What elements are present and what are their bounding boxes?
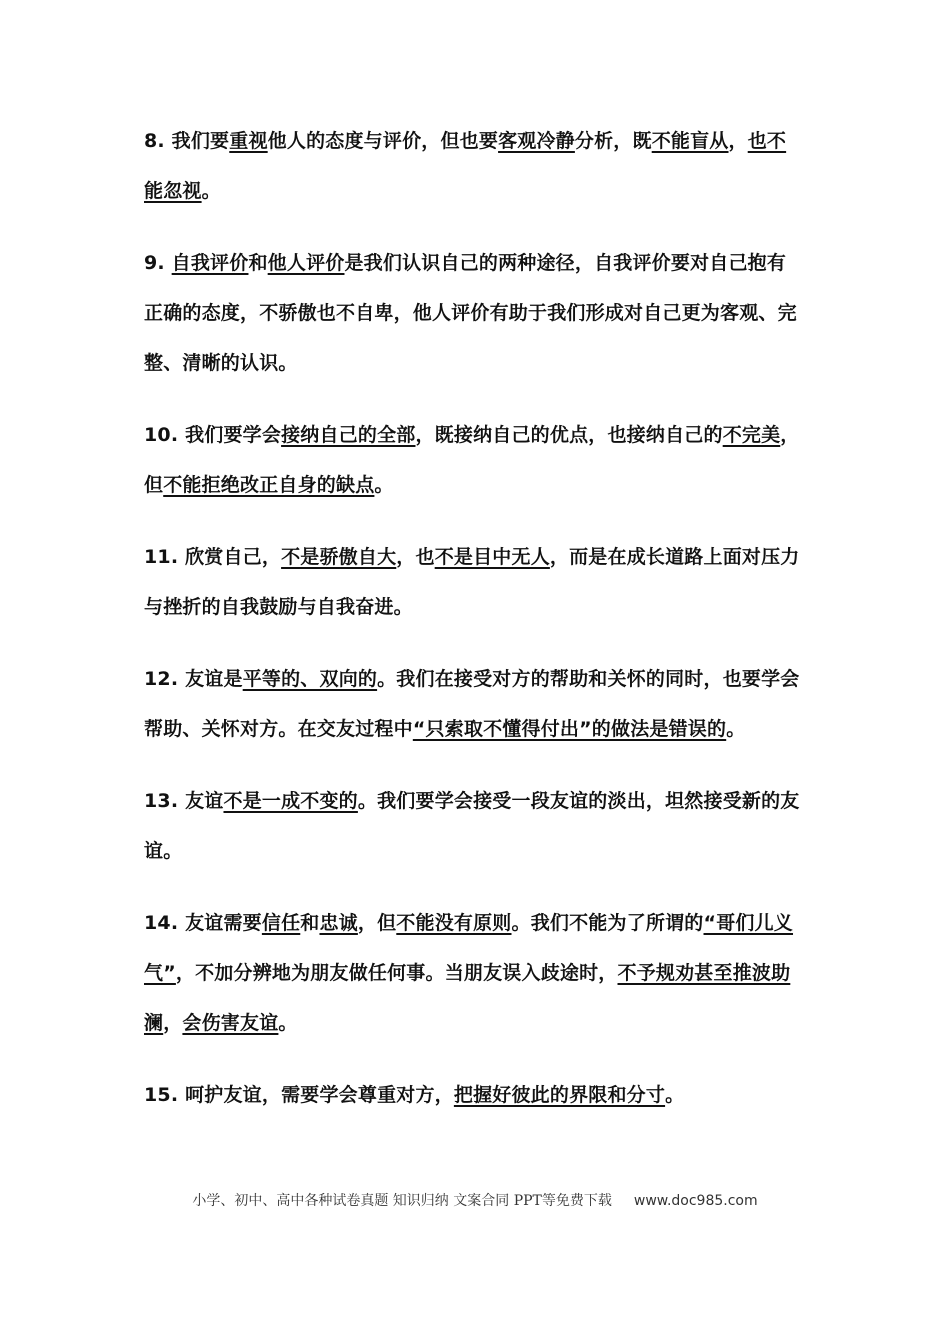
paragraph-text: 他人的态度与评价，但也要 [267, 130, 499, 152]
paragraph-text: 。我们在接受对方的帮助和关怀的同时，也要学会帮助、关怀对方。在交友过程中 [144, 668, 800, 740]
numbered-paragraph [144, 654, 804, 754]
underlined-key-phrase: 不是骄傲自大 [281, 546, 397, 568]
underlined-key-phrase: 不能盲从 [651, 130, 729, 152]
underlined-key-phrase: 接纳自己的全部 [281, 424, 416, 446]
underlined-key-phrase: 重视 [229, 130, 268, 152]
underlined-key-phrase: 把握好彼此的界限和分寸 [453, 1084, 666, 1106]
paragraph-text: 14. 友谊需要 [144, 912, 262, 934]
underlined-key-phrase: “只索取不懂得付出”的做法是错误的 [412, 718, 727, 740]
paragraph-text: 。 [726, 718, 746, 740]
paragraph-text: 。我们不能为了所谓的 [511, 912, 704, 934]
paragraph-text: 和 [300, 912, 320, 934]
underlined-key-phrase: 不能拒绝改正自身的缺点 [163, 474, 375, 496]
underlined-key-phrase: 不完美 [722, 424, 781, 446]
underlined-key-phrase: 平等的、双向的 [242, 668, 378, 690]
numbered-paragraph [144, 238, 804, 388]
paragraph-text: ，而是在成长道路上面对压力与挫折的自我鼓励与自我奋进。 [144, 546, 800, 618]
page-footer [0, 1190, 950, 1210]
underlined-key-phrase: 也不能忽视 [144, 130, 787, 202]
numbered-paragraph [144, 898, 804, 1048]
numbered-paragraph [144, 532, 804, 632]
paragraph-text: 分析，既 [574, 130, 652, 152]
numbered-paragraph [144, 410, 804, 510]
paragraph-text: ， [728, 130, 748, 152]
paragraph-text: 。 [374, 474, 394, 496]
paragraph-text: 12. 友谊是 [144, 668, 243, 690]
paragraph-text: 。 [665, 1084, 685, 1106]
footer-site-link[interactable]: www.doc985.com [633, 1193, 758, 1209]
underlined-key-phrase: 他人评价 [267, 252, 345, 274]
underlined-key-phrase: 不是目中无人 [434, 546, 550, 568]
numbered-paragraph [144, 776, 804, 876]
numbered-paragraph [144, 116, 804, 216]
paragraph-text: 。我们要学会接受一段友谊的淡出，坦然接受新的友谊。 [144, 790, 800, 862]
paragraph-text: 15. 呵护友谊，需要学会尊重对方， [144, 1084, 454, 1106]
paragraph-text: 。 [278, 1012, 298, 1034]
paragraph-text: 11. 欣赏自己， [144, 546, 282, 568]
paragraph-text: ，但 [144, 424, 800, 496]
paragraph-text: ，但 [357, 912, 397, 934]
paragraph-text: ，不加分辨地为朋友做任何事。当朋友误入歧途时， [175, 962, 618, 984]
paragraph-text: 10. 我们要学会 [144, 424, 282, 446]
paragraph-text: 13. 友谊 [144, 790, 224, 812]
underlined-key-phrase: 不能没有原则 [396, 912, 512, 934]
underlined-key-phrase: 客观冷静 [498, 130, 575, 152]
paragraph-text: ，既接纳自己的优点，也接纳自己的 [415, 424, 723, 446]
paragraph-text: ， [163, 1012, 183, 1034]
underlined-key-phrase: 不予规劝甚至推波助澜 [144, 962, 791, 1034]
underlined-key-phrase: 自我评价 [171, 252, 249, 274]
paragraph-text: 和 [248, 252, 268, 274]
document-body [144, 116, 804, 1142]
paragraph-text: 是我们认识自己的两种途径，自我评价要对自己抱有正确的态度，不骄傲也不自卑，他人评价有助于我们形成对自己更为客观、完整、清晰的认识。 [144, 252, 797, 374]
underlined-key-phrase: 会伤害友谊 [182, 1012, 279, 1034]
underlined-key-phrase: 忠诚 [319, 912, 358, 934]
paragraph-text: ，也 [396, 546, 435, 568]
underlined-key-phrase: 不是一成不变的 [223, 790, 358, 812]
numbered-paragraph [144, 1070, 804, 1120]
underlined-key-phrase: 信任 [261, 912, 301, 934]
underlined-key-phrase: “哥们儿义气” [144, 912, 794, 984]
paragraph-text: 9. [144, 252, 172, 274]
paragraph-text: 。 [201, 180, 221, 202]
paragraph-text: 8. 我们要 [144, 130, 230, 152]
footer-text: 小学、初中、高中各种试卷真题 知识归纳 文案合同 PPT等免费下载 [192, 1193, 612, 1209]
